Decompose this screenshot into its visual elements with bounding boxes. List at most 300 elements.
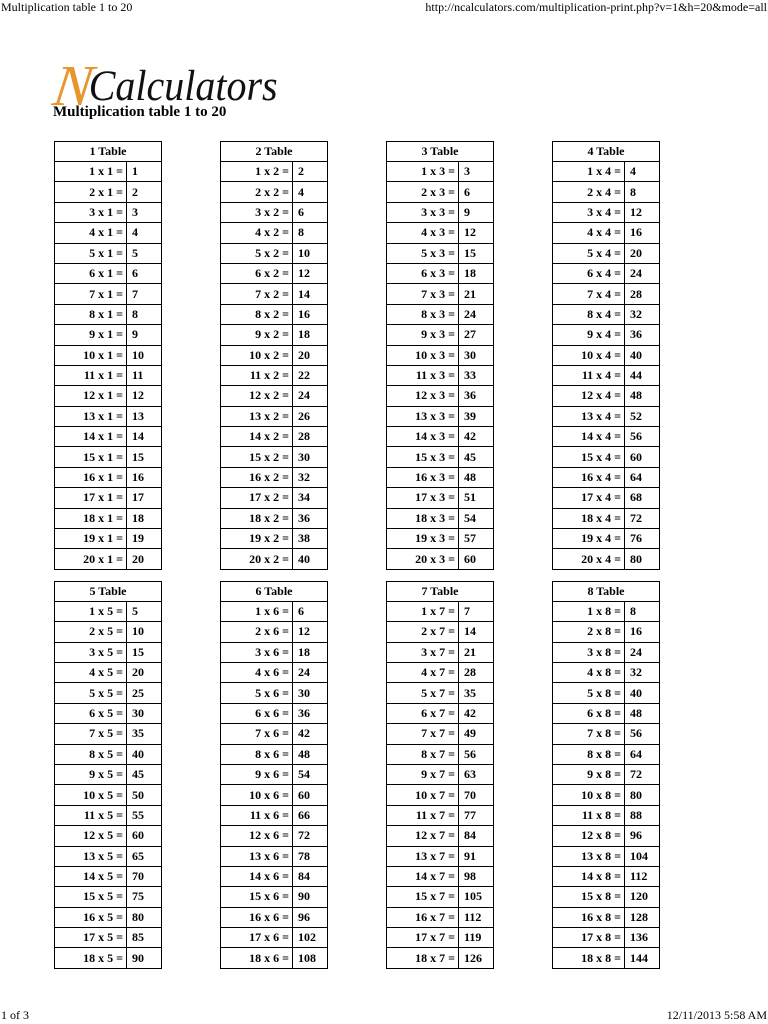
table-row: [221, 683, 328, 703]
table-row: [553, 703, 660, 723]
equation-cell: 14 x 4 =: [553, 427, 625, 447]
table-row: [553, 907, 660, 927]
equation-cell: 11 x 6 =: [221, 805, 293, 825]
result-cell: 49: [459, 724, 494, 744]
table-row: [387, 805, 494, 825]
table-row: [55, 284, 162, 304]
result-cell: 36: [459, 386, 494, 406]
result-cell: 12: [459, 223, 494, 243]
table-row: [553, 325, 660, 345]
result-cell: 9: [127, 325, 162, 345]
result-cell: 5: [127, 243, 162, 263]
table-row: [221, 826, 328, 846]
result-cell: 88: [625, 805, 660, 825]
result-cell: 39: [459, 406, 494, 426]
result-cell: 17: [127, 488, 162, 508]
multiplication-table: [54, 141, 162, 570]
result-cell: 144: [625, 948, 660, 968]
table-row: [553, 683, 660, 703]
equation-cell: 20 x 3 =: [387, 549, 459, 569]
equation-cell: 15 x 7 =: [387, 887, 459, 907]
result-cell: 18: [293, 325, 328, 345]
multiplication-table: [552, 581, 660, 969]
result-cell: 36: [293, 703, 328, 723]
result-cell: 90: [293, 887, 328, 907]
equation-cell: 8 x 3 =: [387, 304, 459, 324]
table-title: 2 Table: [221, 142, 328, 162]
result-cell: 65: [127, 846, 162, 866]
equation-cell: 4 x 6 =: [221, 662, 293, 682]
result-cell: 36: [625, 325, 660, 345]
table-row: [387, 427, 494, 447]
equation-cell: 8 x 2 =: [221, 304, 293, 324]
result-cell: 15: [127, 642, 162, 662]
print-footer: [0, 1008, 768, 1022]
result-cell: 45: [127, 764, 162, 784]
table-row: [221, 785, 328, 805]
equation-cell: 20 x 1 =: [55, 549, 127, 569]
result-cell: 14: [459, 622, 494, 642]
result-cell: 8: [625, 182, 660, 202]
table-row: [387, 785, 494, 805]
table-row: [387, 928, 494, 948]
result-cell: 66: [293, 805, 328, 825]
table-row: [55, 263, 162, 283]
equation-cell: 7 x 4 =: [553, 284, 625, 304]
result-cell: 28: [293, 427, 328, 447]
multiplication-table: [54, 581, 162, 969]
table-row: [221, 304, 328, 324]
equation-cell: 5 x 1 =: [55, 243, 127, 263]
result-cell: 80: [625, 785, 660, 805]
result-cell: 22: [293, 365, 328, 385]
table-row: [387, 345, 494, 365]
result-cell: 45: [459, 447, 494, 467]
table-row: [221, 744, 328, 764]
equation-cell: 9 x 8 =: [553, 764, 625, 784]
result-cell: 126: [459, 948, 494, 968]
table-row: [553, 182, 660, 202]
result-cell: 16: [127, 467, 162, 487]
result-cell: 24: [625, 263, 660, 283]
table-row: [55, 846, 162, 866]
result-cell: 34: [293, 488, 328, 508]
result-cell: 8: [625, 601, 660, 621]
equation-cell: 19 x 1 =: [55, 529, 127, 549]
result-cell: 96: [293, 907, 328, 927]
table-row: [221, 622, 328, 642]
result-cell: 21: [459, 284, 494, 304]
equation-cell: 1 x 6 =: [221, 601, 293, 621]
equation-cell: 5 x 2 =: [221, 243, 293, 263]
equation-cell: 14 x 7 =: [387, 866, 459, 886]
result-cell: 32: [625, 662, 660, 682]
result-cell: 84: [459, 826, 494, 846]
result-cell: 16: [625, 223, 660, 243]
table-row: [553, 406, 660, 426]
equation-cell: 3 x 2 =: [221, 202, 293, 222]
equation-cell: 7 x 7 =: [387, 724, 459, 744]
result-cell: 48: [625, 386, 660, 406]
table-row: [553, 724, 660, 744]
result-cell: 16: [293, 304, 328, 324]
equation-cell: 7 x 1 =: [55, 284, 127, 304]
table-row: [553, 427, 660, 447]
equation-cell: 17 x 7 =: [387, 928, 459, 948]
table-row: [221, 406, 328, 426]
equation-cell: 15 x 6 =: [221, 887, 293, 907]
table-row: [55, 826, 162, 846]
table-row: [221, 928, 328, 948]
table-row: [221, 764, 328, 784]
equation-cell: 1 x 5 =: [55, 601, 127, 621]
table-row: [221, 386, 328, 406]
equation-cell: 14 x 1 =: [55, 427, 127, 447]
equation-cell: 18 x 7 =: [387, 948, 459, 968]
result-cell: 104: [625, 846, 660, 866]
table-row: [553, 764, 660, 784]
table-row: [55, 304, 162, 324]
equation-cell: 1 x 7 =: [387, 601, 459, 621]
table-title: 3 Table: [387, 142, 494, 162]
table-row: [553, 549, 660, 569]
equation-cell: 13 x 7 =: [387, 846, 459, 866]
table-row: [55, 683, 162, 703]
result-cell: 35: [459, 683, 494, 703]
table-row: [387, 447, 494, 467]
table-row: [387, 622, 494, 642]
result-cell: 120: [625, 887, 660, 907]
result-cell: 44: [625, 365, 660, 385]
equation-cell: 6 x 4 =: [553, 263, 625, 283]
table-row: [221, 243, 328, 263]
equation-cell: 10 x 5 =: [55, 785, 127, 805]
result-cell: 105: [459, 887, 494, 907]
equation-cell: 5 x 6 =: [221, 683, 293, 703]
table-title: 7 Table: [387, 581, 494, 601]
table-row: [387, 601, 494, 621]
result-cell: 48: [625, 703, 660, 723]
result-cell: 8: [293, 223, 328, 243]
equation-cell: 5 x 8 =: [553, 683, 625, 703]
equation-cell: 11 x 3 =: [387, 365, 459, 385]
table-row: [55, 724, 162, 744]
equation-cell: 1 x 8 =: [553, 601, 625, 621]
table-row: [387, 866, 494, 886]
table-row: [553, 805, 660, 825]
result-cell: 75: [127, 887, 162, 907]
equation-cell: 13 x 6 =: [221, 846, 293, 866]
table-row: [387, 744, 494, 764]
table-row: [55, 427, 162, 447]
equation-cell: 11 x 4 =: [553, 365, 625, 385]
table-row: [553, 948, 660, 968]
table-row: [221, 365, 328, 385]
equation-cell: 13 x 8 =: [553, 846, 625, 866]
result-cell: 18: [293, 642, 328, 662]
result-cell: 10: [127, 345, 162, 365]
result-cell: 12: [625, 202, 660, 222]
table-row: [553, 284, 660, 304]
table-row: [387, 202, 494, 222]
result-cell: 9: [459, 202, 494, 222]
table-row: [553, 304, 660, 324]
result-cell: 6: [127, 263, 162, 283]
result-cell: 84: [293, 866, 328, 886]
equation-cell: 14 x 2 =: [221, 427, 293, 447]
result-cell: 30: [459, 345, 494, 365]
table-row: [553, 263, 660, 283]
table-row: [221, 601, 328, 621]
result-cell: 14: [293, 284, 328, 304]
equation-cell: 16 x 5 =: [55, 907, 127, 927]
equation-cell: 8 x 8 =: [553, 744, 625, 764]
table-row: [387, 162, 494, 182]
equation-cell: 17 x 5 =: [55, 928, 127, 948]
result-cell: 6: [459, 182, 494, 202]
equation-cell: 12 x 6 =: [221, 826, 293, 846]
table-row: [553, 488, 660, 508]
table-row: [553, 601, 660, 621]
equation-cell: 3 x 7 =: [387, 642, 459, 662]
result-cell: 2: [127, 182, 162, 202]
equation-cell: 3 x 4 =: [553, 202, 625, 222]
equation-cell: 4 x 1 =: [55, 223, 127, 243]
result-cell: 42: [459, 703, 494, 723]
equation-cell: 18 x 6 =: [221, 948, 293, 968]
table-row: [553, 887, 660, 907]
equation-cell: 7 x 2 =: [221, 284, 293, 304]
equation-cell: 11 x 1 =: [55, 365, 127, 385]
equation-cell: 3 x 6 =: [221, 642, 293, 662]
result-cell: 40: [625, 345, 660, 365]
equation-cell: 6 x 1 =: [55, 263, 127, 283]
result-cell: 27: [459, 325, 494, 345]
print-timestamp: 12/11/2013 5:58 AM: [666, 1008, 767, 1022]
table-row: [221, 887, 328, 907]
equation-cell: 16 x 3 =: [387, 467, 459, 487]
equation-cell: 19 x 4 =: [553, 529, 625, 549]
equation-cell: 17 x 1 =: [55, 488, 127, 508]
equation-cell: 16 x 8 =: [553, 907, 625, 927]
result-cell: 96: [625, 826, 660, 846]
table-row: [387, 508, 494, 528]
equation-cell: 9 x 4 =: [553, 325, 625, 345]
result-cell: 72: [293, 826, 328, 846]
equation-cell: 16 x 2 =: [221, 467, 293, 487]
equation-cell: 6 x 3 =: [387, 263, 459, 283]
table-row: [221, 162, 328, 182]
result-cell: 20: [625, 243, 660, 263]
equation-cell: 2 x 2 =: [221, 182, 293, 202]
equation-cell: 4 x 7 =: [387, 662, 459, 682]
table-row: [221, 325, 328, 345]
equation-cell: 7 x 3 =: [387, 284, 459, 304]
print-header: [0, 0, 768, 14]
equation-cell: 18 x 4 =: [553, 508, 625, 528]
result-cell: 91: [459, 846, 494, 866]
equation-cell: 7 x 8 =: [553, 724, 625, 744]
table-row: [55, 785, 162, 805]
equation-cell: 10 x 1 =: [55, 345, 127, 365]
table-row: [55, 223, 162, 243]
table-row: [221, 284, 328, 304]
result-cell: 60: [127, 826, 162, 846]
table-row: [553, 508, 660, 528]
result-cell: 24: [459, 304, 494, 324]
equation-cell: 10 x 3 =: [387, 345, 459, 365]
table-row: [387, 948, 494, 968]
table-row: [221, 846, 328, 866]
table-row: [221, 182, 328, 202]
equation-cell: 9 x 7 =: [387, 764, 459, 784]
equation-cell: 2 x 8 =: [553, 622, 625, 642]
table-row: [553, 345, 660, 365]
equation-cell: 9 x 3 =: [387, 325, 459, 345]
equation-cell: 16 x 6 =: [221, 907, 293, 927]
table-title: 1 Table: [55, 142, 162, 162]
equation-cell: 5 x 7 =: [387, 683, 459, 703]
table-row: [387, 724, 494, 744]
result-cell: 40: [293, 549, 328, 569]
page-number: 1 of 3: [1, 1008, 29, 1022]
table-row: [221, 703, 328, 723]
equation-cell: 6 x 8 =: [553, 703, 625, 723]
equation-cell: 2 x 1 =: [55, 182, 127, 202]
table-row: [221, 447, 328, 467]
equation-cell: 2 x 5 =: [55, 622, 127, 642]
result-cell: 64: [625, 467, 660, 487]
equation-cell: 14 x 3 =: [387, 427, 459, 447]
table-row: [387, 304, 494, 324]
result-cell: 4: [127, 223, 162, 243]
result-cell: 24: [293, 662, 328, 682]
equation-cell: 18 x 3 =: [387, 508, 459, 528]
table-row: [221, 508, 328, 528]
equation-cell: 18 x 1 =: [55, 508, 127, 528]
result-cell: 56: [625, 427, 660, 447]
result-cell: 32: [625, 304, 660, 324]
table-row: [221, 724, 328, 744]
equation-cell: 11 x 7 =: [387, 805, 459, 825]
result-cell: 38: [293, 529, 328, 549]
equation-cell: 10 x 4 =: [553, 345, 625, 365]
result-cell: 48: [293, 744, 328, 764]
table-title: 5 Table: [55, 581, 162, 601]
table-row: [387, 365, 494, 385]
result-cell: 60: [293, 785, 328, 805]
equation-cell: 17 x 8 =: [553, 928, 625, 948]
table-row: [553, 529, 660, 549]
multiplication-table: [220, 141, 328, 570]
table-row: [387, 887, 494, 907]
table-row: [553, 467, 660, 487]
table-row: [553, 785, 660, 805]
table-row: [55, 928, 162, 948]
equation-cell: 7 x 5 =: [55, 724, 127, 744]
table-title: 8 Table: [553, 581, 660, 601]
result-cell: 60: [459, 549, 494, 569]
result-cell: 55: [127, 805, 162, 825]
result-cell: 7: [127, 284, 162, 304]
result-cell: 80: [625, 549, 660, 569]
table-row: [55, 866, 162, 886]
table-row: [553, 744, 660, 764]
table-row: [221, 662, 328, 682]
result-cell: 4: [625, 162, 660, 182]
result-cell: 57: [459, 529, 494, 549]
result-cell: 85: [127, 928, 162, 948]
table-row: [387, 907, 494, 927]
table-row: [553, 928, 660, 948]
table-row: [387, 263, 494, 283]
table-row: [55, 386, 162, 406]
result-cell: 24: [293, 386, 328, 406]
table-row: [221, 488, 328, 508]
table-row: [387, 662, 494, 682]
result-cell: 3: [127, 202, 162, 222]
equation-cell: 8 x 7 =: [387, 744, 459, 764]
result-cell: 2: [293, 162, 328, 182]
result-cell: 136: [625, 928, 660, 948]
equation-cell: 10 x 2 =: [221, 345, 293, 365]
table-row: [387, 488, 494, 508]
equation-cell: 19 x 2 =: [221, 529, 293, 549]
equation-cell: 13 x 4 =: [553, 406, 625, 426]
print-header-url: http://ncalculators.com/multiplication-print.php?v=1&h=20&mode=all: [425, 0, 767, 14]
equation-cell: 5 x 3 =: [387, 243, 459, 263]
equation-cell: 3 x 8 =: [553, 642, 625, 662]
table-row: [55, 642, 162, 662]
result-cell: 12: [127, 386, 162, 406]
table-row: [221, 642, 328, 662]
equation-cell: 19 x 3 =: [387, 529, 459, 549]
result-cell: 78: [293, 846, 328, 866]
table-row: [387, 703, 494, 723]
table-row: [55, 508, 162, 528]
multiplication-table: [552, 141, 660, 570]
result-cell: 40: [127, 744, 162, 764]
table-row: [553, 447, 660, 467]
result-cell: 128: [625, 907, 660, 927]
equation-cell: 13 x 2 =: [221, 406, 293, 426]
table-row: [387, 467, 494, 487]
result-cell: 20: [127, 549, 162, 569]
table-row: [55, 601, 162, 621]
result-cell: 56: [459, 744, 494, 764]
result-cell: 64: [625, 744, 660, 764]
result-cell: 28: [625, 284, 660, 304]
table-row: [553, 846, 660, 866]
result-cell: 98: [459, 866, 494, 886]
table-row: [55, 447, 162, 467]
equation-cell: 11 x 5 =: [55, 805, 127, 825]
equation-cell: 9 x 2 =: [221, 325, 293, 345]
equation-cell: 10 x 6 =: [221, 785, 293, 805]
table-row: [55, 662, 162, 682]
table-row: [553, 162, 660, 182]
result-cell: 112: [625, 866, 660, 886]
equation-cell: 16 x 4 =: [553, 467, 625, 487]
result-cell: 26: [293, 406, 328, 426]
table-row: [387, 386, 494, 406]
equation-cell: 17 x 4 =: [553, 488, 625, 508]
table-row: [55, 162, 162, 182]
equation-cell: 13 x 3 =: [387, 406, 459, 426]
table-row: [221, 223, 328, 243]
result-cell: 54: [459, 508, 494, 528]
result-cell: 42: [293, 724, 328, 744]
